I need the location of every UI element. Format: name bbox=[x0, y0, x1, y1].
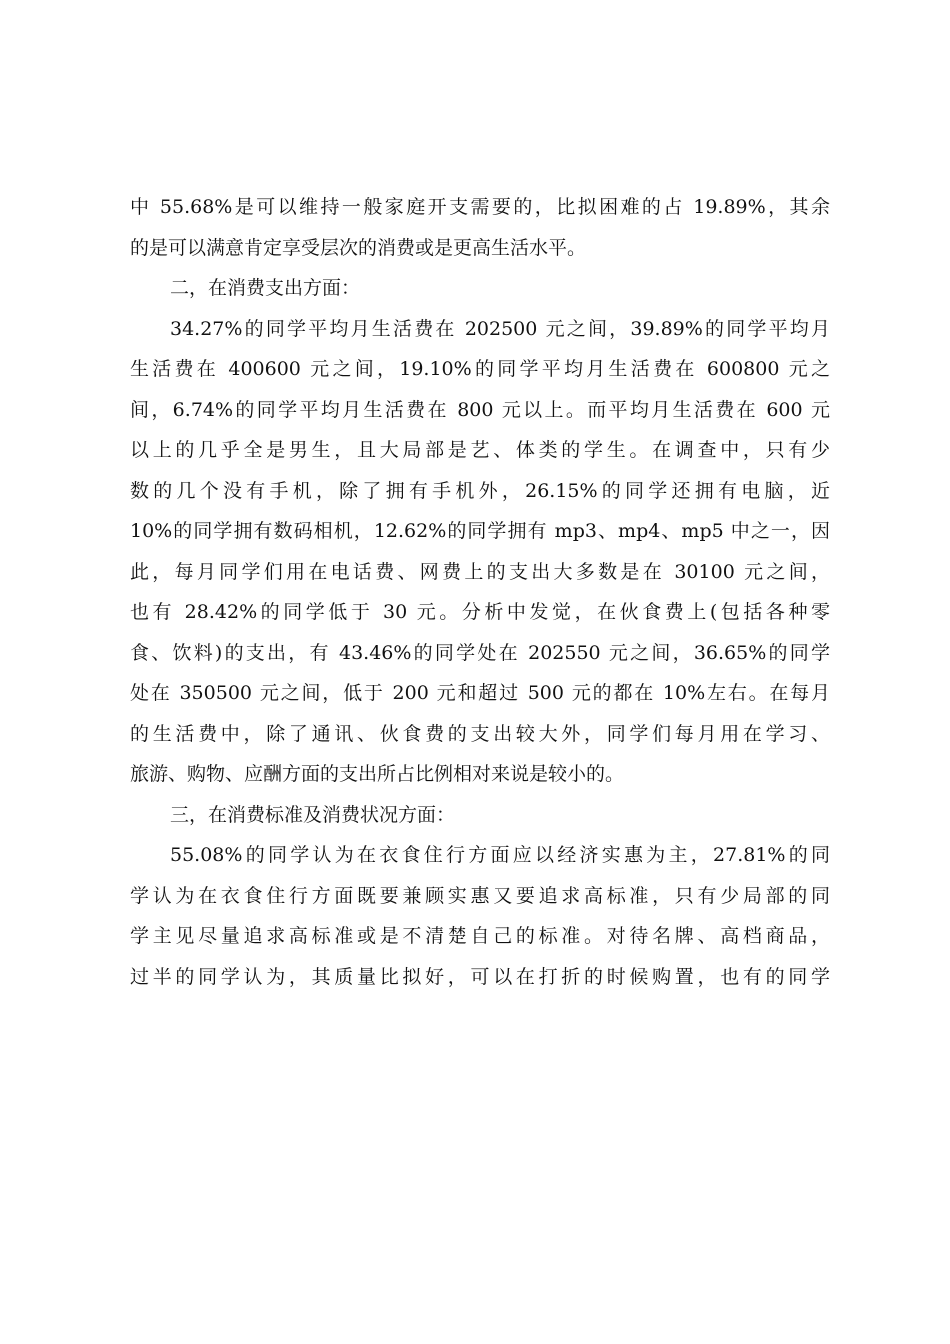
text-line: 食、饮料)的支出，有 43.46%的同学处在 202550 元之间，36.65%的同学 bbox=[130, 641, 830, 664]
document-body bbox=[130, 187, 830, 997]
text-line: 学认为在衣食住行方面既要兼顾实惠又要追求高标准，只有少局部的同 bbox=[130, 884, 830, 907]
text-line: 生活费在 400600 元之间，19.10%的同学平均月生活费在 600800 元之 bbox=[130, 358, 830, 380]
text-line: 10%的同学拥有数码相机，12.62%的同学拥有 mp3、mp4、mp5 中之一，因 bbox=[130, 520, 830, 542]
text-line: 的生活费中，除了通讯、伙食费的支出较大外，同学们每月用在学习、 bbox=[130, 722, 830, 745]
section-heading: 三，在消费标准及消费状况方面： bbox=[170, 803, 456, 826]
section-heading: 二，在消费支出方面： bbox=[170, 277, 361, 299]
text-line: 以上的几乎全是男生，且大局部是艺、体类的学生。在调查中，只有少 bbox=[130, 439, 830, 461]
text-line: 过半的同学认为，其质量比拟好，可以在打折的时候购置，也有的同学 bbox=[130, 965, 830, 988]
text-line: 也有 28.42%的同学低于 30 元。分析中发觉，在伙食费上(包括各种零 bbox=[130, 601, 830, 623]
text-line: 中 55.68%是可以维持一般家庭开支需要的，比拟困难的占 19.89%，其余 bbox=[130, 196, 830, 218]
text-line: 的是可以满意肯定享受层次的消费或是更高生活水平。 bbox=[130, 236, 587, 259]
text-line: 学主见尽量追求高标准或是不清楚自己的标准。对待名牌、高档商品， bbox=[130, 925, 830, 947]
text-line: 34.27%的同学平均月生活费在 202500 元之间，39.89%的同学平均月 bbox=[170, 317, 830, 340]
text-line: 处在 350500 元之间，低于 200 元和超过 500 元的都在 10%左右。在每月 bbox=[130, 682, 830, 704]
text-line: 间，6.74%的同学平均月生活费在 800 元以上。而平均月生活费在 600 元 bbox=[130, 398, 830, 421]
text-line: 旅游、购物、应酬方面的支出所占比例相对来说是较小的。 bbox=[130, 763, 625, 785]
text-line: 数的几个没有手机，除了拥有手机外，26.15%的同学还拥有电脑，近 bbox=[130, 479, 830, 502]
text-line: 55.08%的同学认为在衣食住行方面应以经济实惠为主，27.81%的同 bbox=[170, 844, 830, 866]
text-line: 此，每月同学们用在电话费、网费上的支出大多数是在 30100 元之间， bbox=[130, 560, 830, 583]
